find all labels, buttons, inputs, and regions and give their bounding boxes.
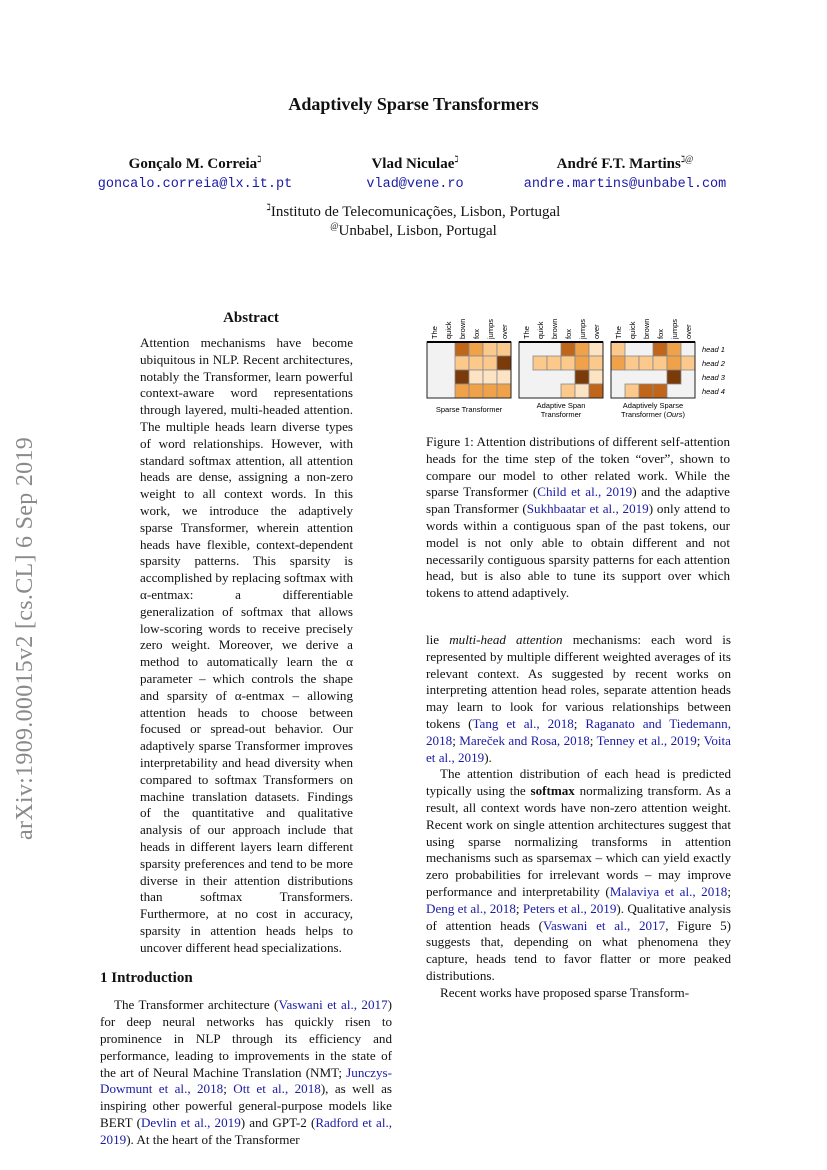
text-run: ) only attend to words within a contiguous span of the past tokens, our model is not only able to obtain different and not necessarily contiguous sparsity patterns for each attention head, but is also able to tune its support over which tokens to attend adaptively. <box>426 501 730 601</box>
author-name: Vlad Niculae <box>371 156 455 172</box>
text-run: mechanisms: each word is represented by multiple different weighted averages of its relevant context. As suggested by recent works on interpreting attention head roles, separate attention heads may learn to look for various relationships between tokens ( <box>426 631 731 731</box>
intro-body <box>100 997 392 1148</box>
attention-cell <box>667 356 681 370</box>
attention-cell <box>667 342 681 356</box>
head-label: head 2 <box>702 359 725 368</box>
token-label: fox <box>564 328 573 339</box>
author-email[interactable]: andre.martins@unbabel.com <box>523 177 727 192</box>
citation-link[interactable]: Radford et al., 2019 <box>100 1115 393 1147</box>
label-part: Ours <box>666 410 683 419</box>
attention-cell <box>533 356 547 370</box>
attention-cell <box>639 356 653 370</box>
attention-cell <box>547 356 561 370</box>
attention-cell <box>575 370 589 384</box>
text-run: normalizing transform. As a result, all context words have non-zero attention weight. Recent work on single attention architectures suggest that using sparse normalizing transforms in attention mechanisms such as sparsemax – which can yield exactly zero probabilities for irrelevant words – may improve performance and interpretability ( <box>426 783 731 899</box>
token-label: over <box>684 324 693 339</box>
token-label: over <box>500 324 509 339</box>
text-run: ). Qualitative analysis of attention heads ( <box>426 900 732 933</box>
paragraph <box>426 766 731 984</box>
citation-link[interactable]: Peters et al., 2019 <box>522 900 617 916</box>
attention-cell <box>469 342 483 356</box>
text-run: ). <box>484 749 492 765</box>
affil-mark: ℷ <box>266 202 271 212</box>
attention-cell <box>589 356 603 370</box>
citation-link[interactable]: Deng et al., 2018 <box>426 900 516 916</box>
token-label: jumps <box>486 318 495 339</box>
affiliation-text: Instituto de Telecomunicações, Lisbon, Portugal <box>270 204 561 220</box>
head-label: head 1 <box>702 345 725 354</box>
attention-cell <box>561 342 575 356</box>
author-name: Gonçalo M. Correia <box>128 156 258 172</box>
token-label: brown <box>550 318 559 339</box>
text-run: Recent works have proposed sparse Transform- <box>440 984 690 1000</box>
attention-cell <box>469 370 483 384</box>
attention-cell <box>497 384 511 398</box>
panel-label <box>621 401 685 419</box>
citation-link[interactable]: Vaswani et al., 2017 <box>543 917 666 933</box>
paragraph <box>140 335 353 956</box>
affil-mark: @ <box>330 221 339 231</box>
attention-cell <box>483 356 497 370</box>
text-run: softmax <box>530 783 575 799</box>
token-label: The <box>522 326 531 339</box>
token-label: The <box>614 326 623 339</box>
token-label: fox <box>472 328 481 339</box>
text-run: ; <box>573 715 586 731</box>
attention-cell <box>653 342 667 356</box>
attention-cell <box>469 356 483 370</box>
attention-cell <box>589 384 603 398</box>
token-label: over <box>592 324 601 339</box>
attention-cell <box>653 356 667 370</box>
citation-link[interactable]: Ott et al., 2018 <box>233 1081 321 1097</box>
citation-link[interactable]: Vaswani et al., 2017 <box>278 997 388 1013</box>
attention-cell <box>589 370 603 384</box>
attention-cell <box>483 342 497 356</box>
token-label: The <box>430 326 439 339</box>
text-run: ; <box>727 883 731 899</box>
token-label: brown <box>642 318 651 339</box>
author-name: André F.T. Martins <box>556 156 681 172</box>
attention-cell <box>455 342 469 356</box>
citation-link[interactable]: Junczys-Dowmunt et al., 2018 <box>100 1064 392 1097</box>
paragraph <box>100 997 392 1148</box>
attention-cell <box>561 356 575 370</box>
label-line: Adaptive Span <box>536 401 586 410</box>
attention-cell <box>455 370 469 384</box>
attention-cell <box>667 370 681 384</box>
attention-cell <box>483 384 497 398</box>
head-label: head 3 <box>702 373 725 382</box>
citation-link[interactable]: Tang et al., 2018 <box>472 715 574 731</box>
citation-link[interactable]: Voita et al., 2019 <box>426 732 731 765</box>
citation-link[interactable]: Sukhbaatar et al., 2019 <box>526 501 649 517</box>
right-column <box>424 300 734 1002</box>
attention-cell <box>455 384 469 398</box>
text-run: ), as well as inspiring other powerful general-purpose models like BERT ( <box>100 1081 392 1131</box>
affiliation-1 <box>0 202 827 221</box>
text-run: The Transformer architecture ( <box>114 997 279 1013</box>
attention-cell <box>497 342 511 356</box>
paper-title: Adaptively Sparse Transformers <box>288 94 539 114</box>
attention-cell <box>497 370 511 384</box>
label-part: Adaptively Sparse <box>622 401 684 410</box>
paragraph <box>426 985 731 1002</box>
attention-cell <box>483 370 497 384</box>
figure-1-attention-grids <box>424 300 734 425</box>
attention-cell <box>497 356 511 370</box>
section-heading-introduction: 1 Introduction <box>100 970 193 987</box>
abstract-body <box>140 335 353 956</box>
text-run: ) and the adaptive span Transformer ( <box>426 484 730 517</box>
label-line: Transformer ( <box>621 410 667 419</box>
arxiv-stamp: arXiv:1909.00015v2 [cs.CL] 6 Sep 2019 <box>12 436 38 840</box>
text-run: lie <box>426 631 450 647</box>
text-run: , Figure 5) suggests that, depending on what phenomena they capture, heads tend to favor flatter or more peaked distributions. <box>426 917 731 983</box>
figure-caption <box>426 434 730 602</box>
citation-link[interactable]: Devlin et al., 2019 <box>140 1115 241 1131</box>
affil-mark: ℷ@ <box>680 154 694 164</box>
paragraph <box>426 434 730 602</box>
abstract-heading: Abstract <box>223 310 279 326</box>
text-run: ; <box>452 732 460 748</box>
text-run: ; <box>589 732 597 748</box>
attention-cell <box>625 384 639 398</box>
author-3 <box>505 154 745 192</box>
token-label: fox <box>656 328 665 339</box>
panel-label: Sparse Transformer <box>435 405 503 414</box>
attention-cell <box>625 356 639 370</box>
attention-cell <box>561 384 575 398</box>
right-column-body <box>426 632 731 1002</box>
head-label: head 4 <box>702 387 725 396</box>
attention-cell <box>681 356 695 370</box>
text-run: Figure 1: Attention distributions of different self-attention heads for the time step of the token “over”, shown to compare our model to other related work. While the sparse Transformer ( <box>426 434 730 500</box>
attention-cell <box>469 384 483 398</box>
citation-link[interactable]: Tenney et al., 2019 <box>596 732 697 748</box>
attention-cell <box>653 384 667 398</box>
affil-mark: ℷ <box>454 154 459 164</box>
attention-cell <box>575 342 589 356</box>
text-run: ). At the heart of the Transformer <box>126 1131 300 1147</box>
citation-link[interactable]: Child et al., 2019 <box>537 484 633 500</box>
paragraph <box>426 632 731 766</box>
author-1 <box>95 154 295 192</box>
attention-cell <box>611 342 625 356</box>
token-label: quick <box>536 321 545 339</box>
text-run: ; <box>515 900 523 916</box>
text-run: The attention distribution of each head is predicted typically using the <box>426 766 731 799</box>
token-label: jumps <box>670 318 679 339</box>
affiliation-2 <box>0 221 827 240</box>
text-run: multi-head attention <box>449 631 563 647</box>
token-label: quick <box>628 321 637 339</box>
text-run: ; <box>696 732 704 748</box>
attention-cell <box>589 342 603 356</box>
token-label: jumps <box>578 318 587 339</box>
citation-link[interactable]: Malaviya et al., 2018 <box>609 883 728 899</box>
citation-link[interactable]: Raganato and Tiedemann, 2018 <box>426 715 731 748</box>
citation-link[interactable]: Mareček and Rosa, 2018 <box>459 732 590 748</box>
text-run: ) for deep neural networks has quickly risen to prominence in NLP through its efficiency and performance, leading to improvements in the state of the art of Neural Machine Translation (NMT; <box>100 997 392 1080</box>
token-label: quick <box>444 321 453 339</box>
attention-cell <box>575 384 589 398</box>
attention-cell <box>575 356 589 370</box>
text-run: Attention mechanisms have become ubiquitous in NLP. Recent architectures, notably the Transformer, learn powerful context-aware word representations through layered, multi-headed attention. The multiple heads learn diverse types of word relationships. However, with standard softmax attention, all attention heads are dense, assigning a non-zero weight to all context words. In this work, we introduce the adaptively sparse Transformer, wherein attention heads have flexible, context-dependent sparsity patterns. This sparsity is accomplished by replacing softmax with α-entmax: a differentiable generalization of softmax that allows low-scoring words to receive precisely zero weight. Moreover, we derive a method to automatically learn the α parameter – which controls the shape and sparsity of α-entmax – allowing attention heads to choose between focused or spread-out behavior. Our adaptively sparse Transformer improves interpretability and head diversity when compared to softmax Transformers on machine translation datasets. Findings of the quantitative and qualitative analysis of our approach include that heads in different layers learn different sparsity preferences and tend to be more diverse in their attention distributions than softmax Transformers. Furthermore, at no cost in accuracy, sparsity in attention heads helps to uncover different head specializations. <box>140 335 353 955</box>
text-run: ; <box>223 1081 234 1097</box>
author-2 <box>335 154 495 192</box>
attention-cell <box>611 356 625 370</box>
affil-mark: ℷ <box>257 154 262 164</box>
text-run: ) and GPT-2 ( <box>240 1115 316 1131</box>
author-email[interactable]: vlad@vene.ro <box>366 177 464 192</box>
attention-cell <box>455 356 469 370</box>
label-line: Transformer <box>540 410 582 419</box>
label-part: ) <box>682 410 685 419</box>
attention-cell <box>639 384 653 398</box>
token-label: brown <box>458 318 467 339</box>
left-column <box>100 310 392 1149</box>
affiliation-text: Unbabel, Lisbon, Portugal <box>338 223 497 239</box>
author-email[interactable]: goncalo.correia@lx.it.pt <box>97 177 293 192</box>
panel-label <box>537 401 586 419</box>
